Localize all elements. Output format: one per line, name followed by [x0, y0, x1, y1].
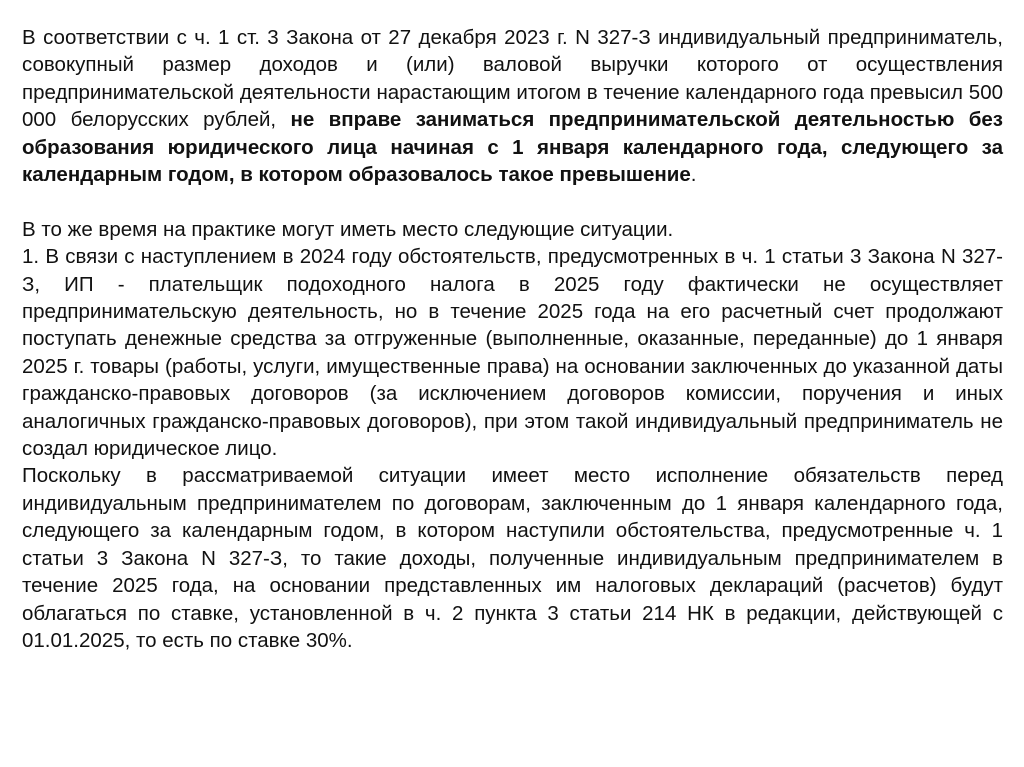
paragraph-situation-1: 1. В связи с наступлением в 2024 году обстоятельств, предусмотренных в ч. 1 статьи 3 Закона N 327-З, ИП - плательщик подоходного налога в 2025 году фактически не осуществляет предпринимательскую деятельность, но в течение 2025 года на его расчетный счет продолжают поступать денежные средства за отгруженные (выполненные, оказанные, переданные) до 1 января 2025 г. товары (работы, услуги, имущественные права) на основании заключенных до указанной даты гражданско-правовых договоров (за исключением договоров комиссии, поручения и иных аналогичных гражданско-правовых договоров), при этом такой индивидуальный предприниматель не создал юридическое лицо. [22, 245, 1003, 461]
document-body [22, 24, 1003, 654]
paragraph-law-reference-end: . [690, 163, 697, 187]
paragraph-conclusion: Поскольку в рассматриваемой ситуации имеет место исполнение обязательств перед индивидуальным предпринимателем по договорам, заключенным до 1 января календарного года, следующего за календарным годом, в котором наступили обстоятельства, предусмотренные ч. 1 статьи 3 Закона N 327-З, то такие доходы, полученные индивидуальным предпринимателем в течение 2025 года, на основании представленных им налоговых деклараций (расчетов) будут облагаться по ставке, установленной в ч. 2 пункта 3 статьи 214 НК в редакции, действующей с 01.01.2025, то есть по ставке 30%. [22, 464, 1003, 652]
paragraph-situations-intro: В то же время на практике могут иметь место следующие ситуации. [22, 217, 674, 241]
paragraph-law-reference-text: В соответствии с ч. 1 ст. 3 Закона от 27 декабря 2023 г. N 327-З индивидуальный предприниматель, совокупный размер доходов и (или) валовой выручки которого от осуществления предпринимательской деятельности нарастающим итогом в течение календарного года превысил 500 000 белорусских рублей, [22, 26, 1003, 132]
paragraph-law-reference [22, 24, 1003, 188]
paragraph-spacer [22, 188, 1003, 215]
bold-restriction-text: не вправе заниматься предпринимательской деятельностью без образования юридического лица начиная с 1 января календарного года, следующего за календарным годом, в котором образовалось такое превышение [22, 108, 1003, 187]
